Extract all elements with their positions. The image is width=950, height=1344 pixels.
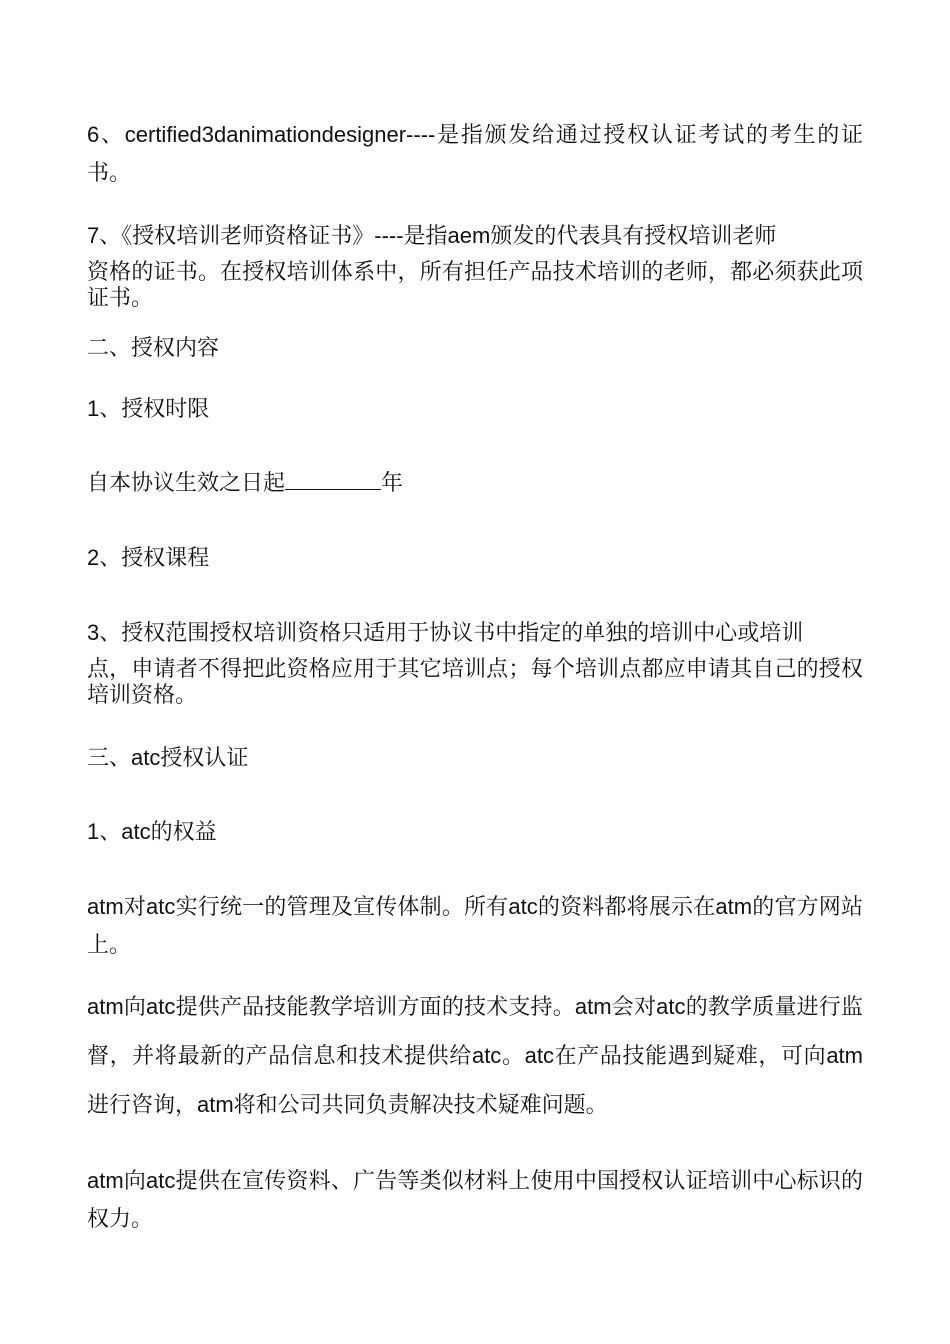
subsection-rights: 1、atc的权益 [87, 819, 217, 844]
term-suffix: 年 [381, 470, 404, 495]
subsection-term: 1、授权时限 [87, 396, 210, 421]
subsection-scope [87, 614, 863, 708]
scope-line1: 3、授权范围授权培训资格只适用于协议书中指定的单独的培训中心或培训 [87, 620, 804, 645]
paragraph-item-6: 6、certified3danimationdesigner----是指颁发给通过授权认证考试的考生的证书。 [87, 122, 863, 185]
section-heading-2: 二、授权内容 [87, 335, 220, 360]
rights-paragraph-2: atm向atc提供产品技能教学培训方面的技术支持。atm会对atc的教学质量进行监督，并将最新的产品信息和技术提供给atc。atc在产品技能遇到疑难，可向atm进行咨询，atm将和公司共同负责解决技术疑难问题。 [87, 994, 863, 1117]
scope-rest: 点，申请者不得把此资格应用于其它培训点；每个培训点都应申请其自己的授权培训资格。 [87, 656, 863, 707]
term-prefix: 自本协议生效之日起 [87, 470, 286, 495]
section-heading-3: 三、atc授权认证 [87, 745, 249, 770]
paragraph-item-7 [87, 217, 863, 311]
rights-paragraph-3: atm向atc提供在宣传资料、广告等类似材料上使用中国授权认证培训中心标识的权力。 [87, 1168, 863, 1231]
term-blank-field[interactable] [285, 469, 381, 490]
paragraph-item-7-rest: 资格的证书。在授权培训体系中，所有担任产品技术培训的老师，都必须获此项证书。 [87, 259, 863, 310]
subsection-courses: 2、授权课程 [87, 545, 210, 570]
rights-paragraph-1: atm对atc实行统一的管理及宣传体制。所有atc的资料都将展示在atm的官方网站上。 [87, 894, 863, 957]
term-line [87, 464, 863, 502]
paragraph-item-7-line1: 7、《授权培训老师资格证书》----是指aem颁发的代表具有授权培训老师 [87, 223, 777, 248]
